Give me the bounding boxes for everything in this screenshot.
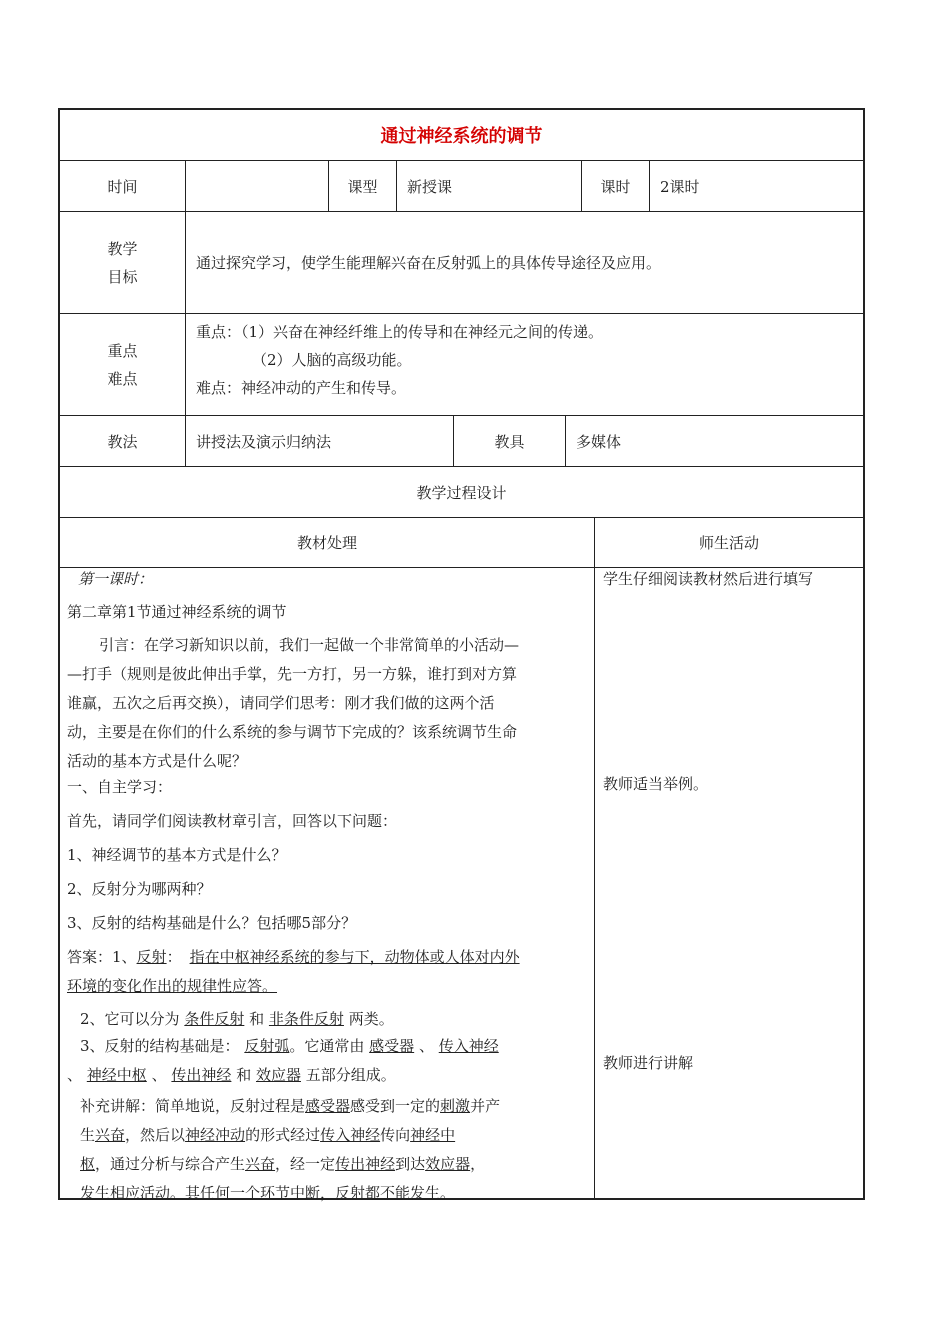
blank-answer: 效应器 (425, 1155, 471, 1173)
tools-label: 教具 (454, 416, 566, 466)
time-value (186, 161, 329, 211)
method-label: 教法 (60, 416, 186, 466)
first-lesson: 第一课时： (78, 570, 154, 588)
activity-3: 教师进行讲解 (603, 1054, 694, 1072)
key-point-2: （2）人脑的高级功能。 (252, 351, 412, 369)
process-body-row (60, 568, 863, 1202)
answer-text: 和 (236, 1066, 252, 1084)
material-content (60, 568, 595, 1202)
blank-answer: 传入神经 (320, 1126, 381, 1144)
intro-line: 活动的基本方式是什么呢？ (67, 752, 248, 770)
answer-text: 两类。 (348, 1010, 394, 1028)
supplement-text: ，经一定 (275, 1155, 336, 1173)
instruction: 首先，请同学们阅读教材章引言，回答以下问题： (67, 812, 398, 830)
blank-answer: 传出神经 (171, 1066, 232, 1084)
col-material: 教材处理 (60, 518, 595, 567)
answer-text: 2、它可以分为 (80, 1010, 180, 1028)
blank-answer: 环境的变化作出的规律性应答。 (67, 977, 278, 995)
key-points-text (186, 314, 863, 415)
blank-answer: 神经中枢 (86, 1066, 147, 1084)
blank-answer: 效应器 (255, 1066, 301, 1084)
difficult-point: 难点：神经冲动的产生和传导。 (196, 379, 407, 397)
answer-1 (67, 943, 520, 1001)
blank-answer: 兴奋 (245, 1155, 276, 1173)
process-header-row (60, 518, 863, 568)
supplement-text: ，通过分析与综合产生 (95, 1155, 246, 1173)
answer-3 (67, 1032, 587, 1090)
activity-1: 学生仔细阅读教材然后进行填写 (603, 570, 814, 588)
intro-paragraph (67, 631, 519, 776)
key-label-line2: 难点 (107, 369, 138, 388)
supplement-text: 补充讲解：简单地说，反射过程是 (80, 1097, 306, 1115)
answer-text: 。它通常由 (289, 1037, 365, 1055)
process-title: 教学过程设计 (416, 483, 507, 502)
type-value: 新授课 (397, 161, 582, 211)
question-2: 2、反射分为哪两种？ (67, 880, 212, 898)
hours-label: 课时 (582, 161, 650, 211)
blank-answer: 指在中枢神经系统的参与下，动物体或人体对内外 (189, 948, 520, 966)
method-row (60, 416, 863, 467)
answer-text: 答案：1、 (67, 948, 137, 966)
supplement-text: 生 (80, 1126, 96, 1144)
activity-2: 教师适当举例。 (603, 775, 709, 793)
blank-answer: 非条件反射 (268, 1010, 344, 1028)
goal-text: 通过探究学习，使学生能理解兴奋在反射弧上的具体传导途径及应用。 (196, 254, 662, 272)
time-label: 时间 (60, 161, 186, 211)
type-label: 课型 (329, 161, 397, 211)
supplement-text: 传向 (380, 1126, 411, 1144)
supplement-text: 感受到一定的 (350, 1097, 441, 1115)
key-points-row (60, 314, 863, 416)
blank-answer: 神经冲动 (185, 1126, 246, 1144)
activity-content (595, 568, 863, 1198)
process-title-row (60, 467, 863, 518)
answer-2 (80, 1005, 394, 1034)
answer-text: ： (166, 948, 182, 966)
blank-answer: 枢 (80, 1155, 96, 1173)
hours-value: 2课时 (660, 177, 700, 196)
method-value: 讲授法及演示归纳法 (186, 416, 454, 466)
blank-answer: 刺激 (440, 1097, 471, 1115)
key-point-1: 重点：（1）兴奋在神经纤维上的传导和在神经元之间的传递。 (196, 323, 604, 341)
supplement-text: 发生相应活动。其任何一个环节中断，反射都不能发生。 (80, 1184, 456, 1202)
col-activity: 师生活动 (698, 534, 759, 552)
blank-answer: 传出神经 (335, 1155, 396, 1173)
answer-text: 五部分组成。 (305, 1066, 396, 1084)
blank-answer: 条件反射 (184, 1010, 245, 1028)
intro-line: 引言：在学习新知识以前，我们一起做一个非常简单的小活动— (99, 636, 520, 654)
supplement-text: 并产 (470, 1097, 501, 1115)
supplement-text: 到达 (395, 1155, 426, 1173)
blank-answer: 感受器 (305, 1097, 351, 1115)
question-3: 3、反射的结构基础是什么？包括哪5部分？ (67, 914, 357, 932)
answer-text: 、 (67, 1066, 83, 1084)
key-label-line1: 重点 (107, 341, 138, 360)
supplement (80, 1092, 590, 1208)
goal-label-line2: 目标 (107, 267, 138, 286)
goal-row (60, 212, 863, 314)
answer-text: 和 (249, 1010, 265, 1028)
question-1: 1、神经调节的基本方式是什么？ (67, 846, 287, 864)
goal-label-line1: 教学 (107, 239, 138, 258)
page-title: 通过神经系统的调节 (380, 126, 543, 147)
tools-value: 多媒体 (576, 432, 622, 451)
blank-answer: 传入神经 (438, 1037, 499, 1055)
meta-row (60, 161, 863, 212)
blank-answer: 兴奋 (95, 1126, 126, 1144)
key-points-label (60, 314, 186, 415)
title-row (60, 110, 863, 161)
supplement-text: 的形式经过 (245, 1126, 321, 1144)
chapter-title: 第二章第1节通过神经系统的调节 (67, 603, 287, 621)
intro-line: —打手（规则是彼此伸出手掌，先一方打，另一方躲，谁打到对方算 (67, 665, 518, 683)
lesson-plan-table (58, 108, 865, 1200)
blank-answer: 感受器 (369, 1037, 415, 1055)
goal-label (60, 212, 186, 313)
blank-answer: 反射弧 (244, 1037, 290, 1055)
blank-answer: 反射 (136, 948, 167, 966)
intro-line: 谁赢，五次之后再交换），请同学们思考：刚才我们做的这两个活 (67, 694, 495, 712)
answer-text: 、 (151, 1066, 167, 1084)
answer-text: 3、反射的结构基础是： (80, 1037, 240, 1055)
answer-text: 、 (418, 1037, 434, 1055)
intro-line: 动，主要是在你们的什么系统的参与调节下完成的？该系统调节生命 (67, 723, 518, 741)
supplement-text: ， (470, 1155, 486, 1173)
section-heading: 一、自主学习： (67, 778, 173, 796)
supplement-text: ，然后以 (125, 1126, 186, 1144)
blank-answer: 神经中 (410, 1126, 456, 1144)
